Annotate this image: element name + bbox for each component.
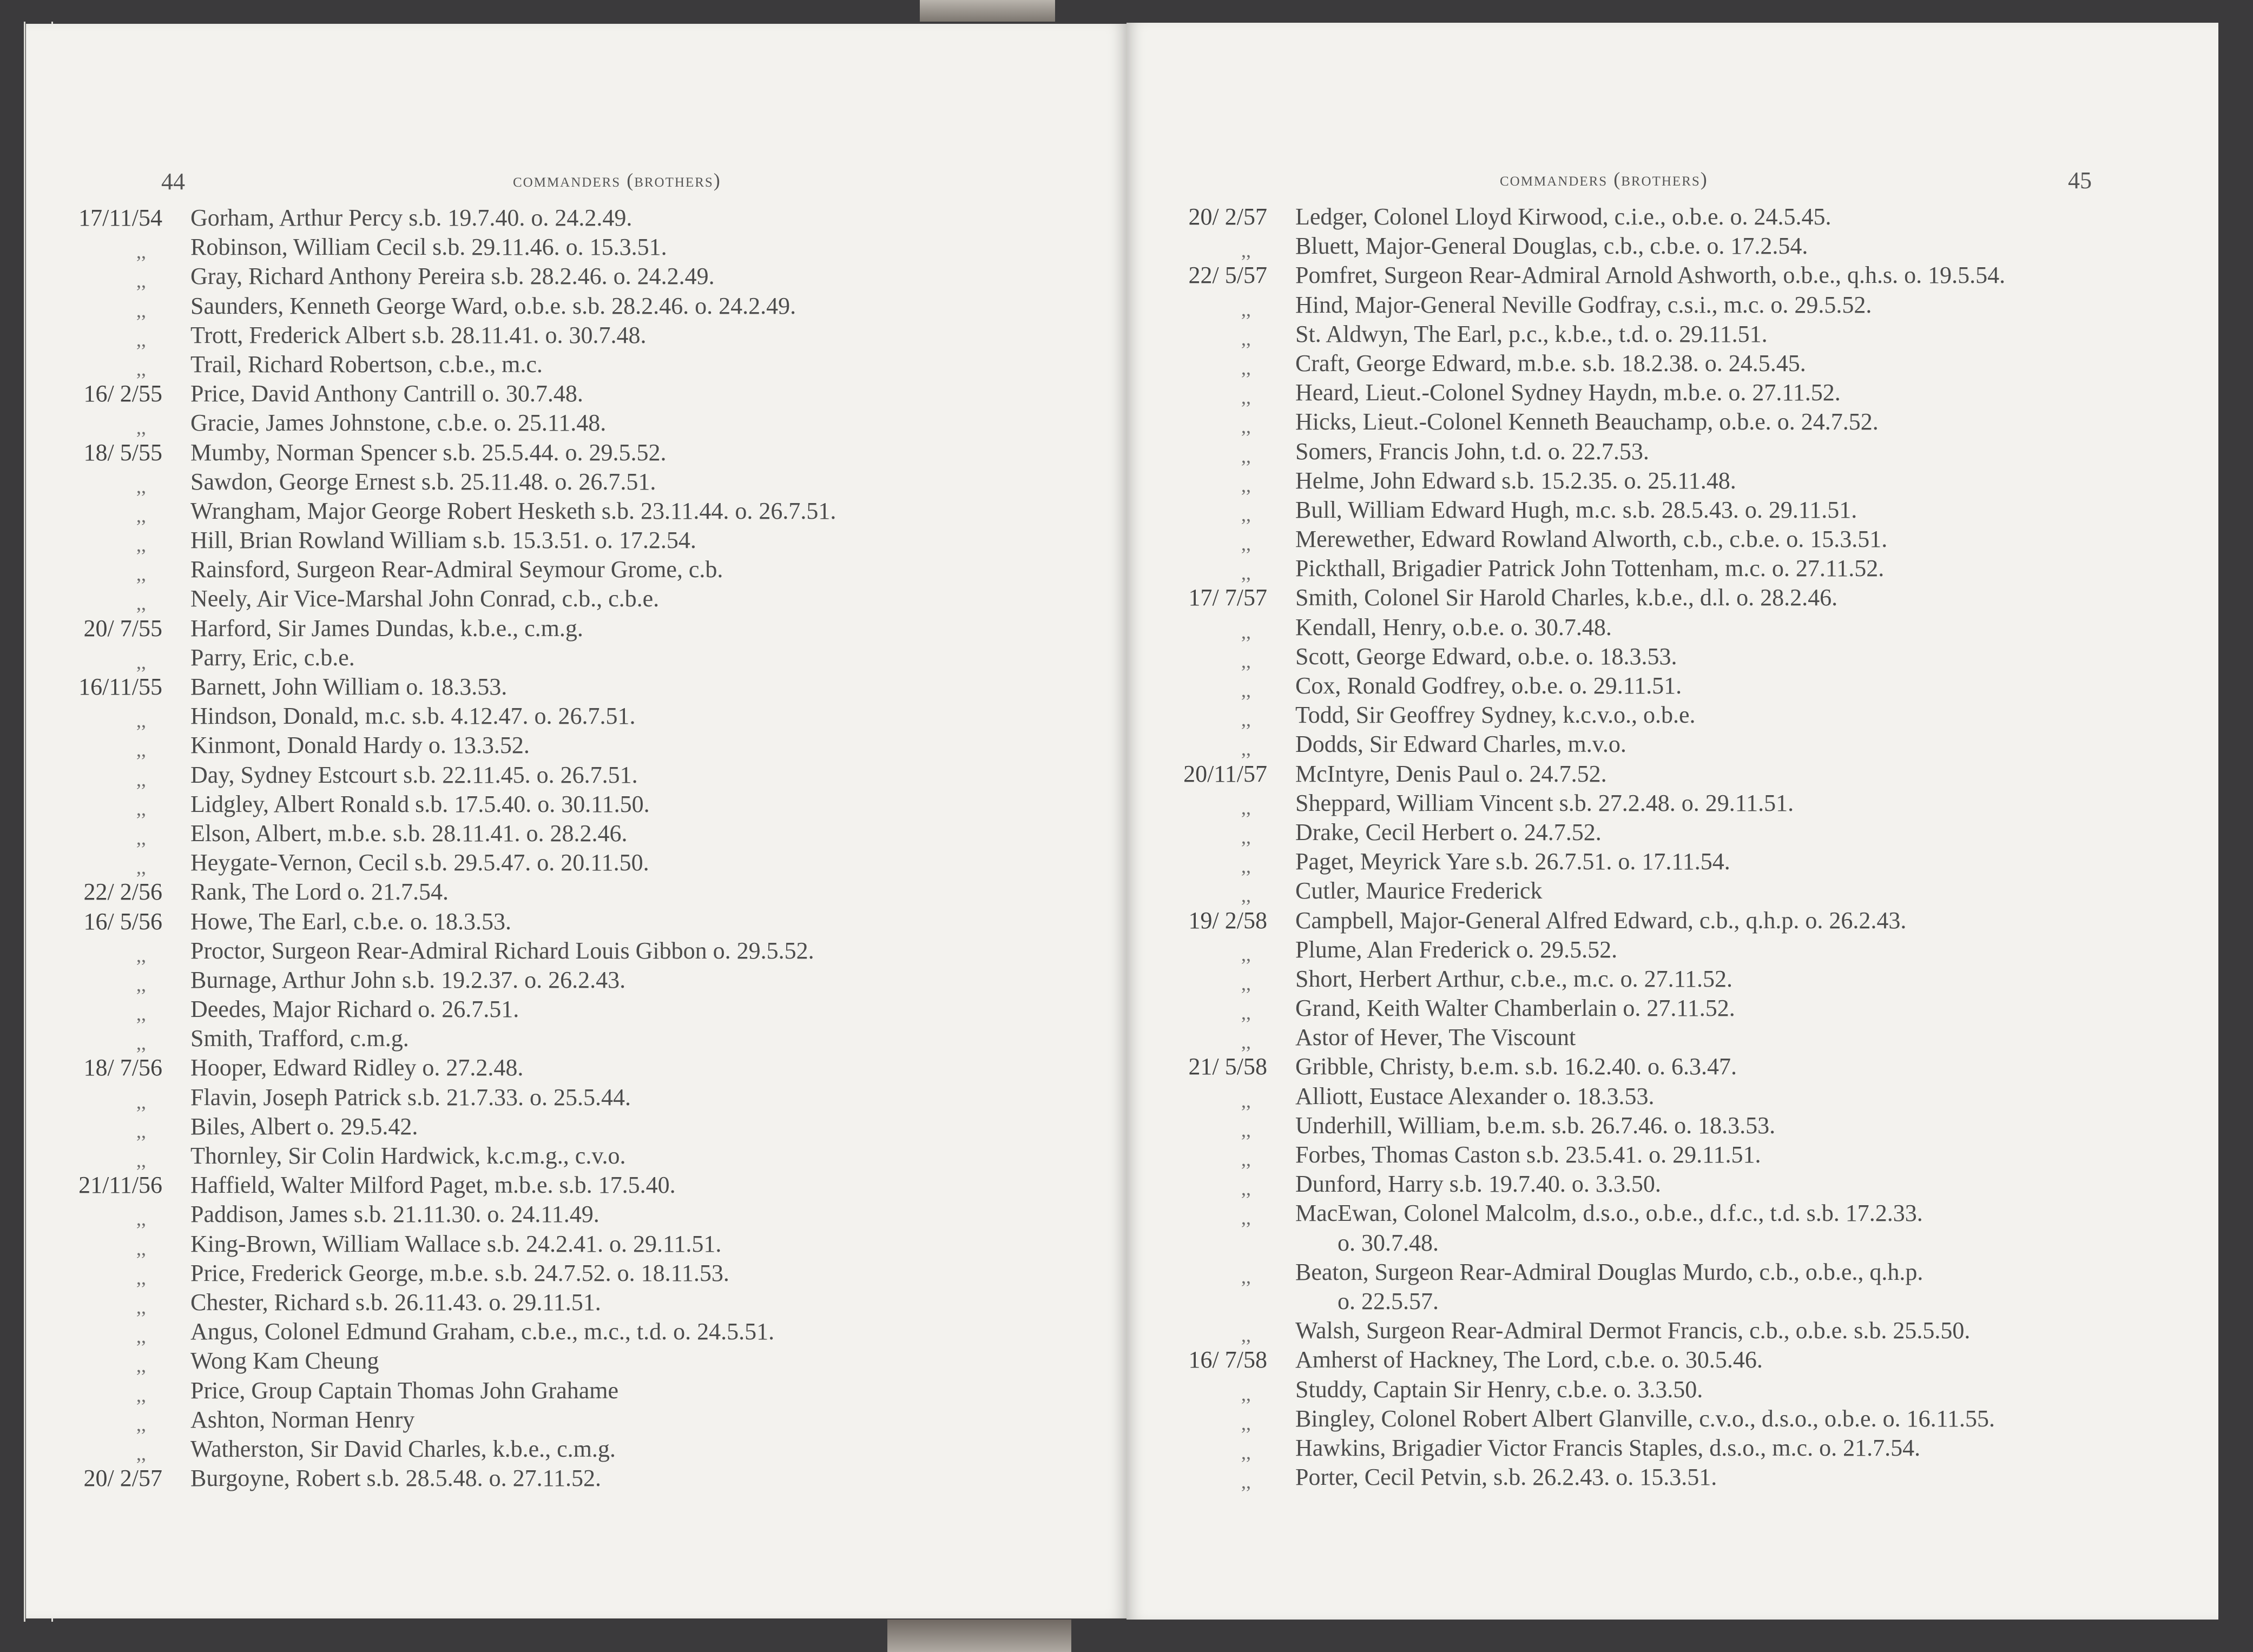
member-entry: Parry, Eric, c.b.e.	[190, 644, 355, 671]
ditto-mark: ,,	[136, 299, 146, 321]
election-date: 16/ 7/58	[1188, 1346, 1267, 1373]
member-entry: Haffield, Walter Milford Paget, m.b.e. s.b. 17.5.40.	[190, 1172, 676, 1199]
ditto-mark: ,,	[1241, 445, 1251, 467]
page-number: 45	[2068, 167, 2092, 194]
member-entry: Hindson, Donald, m.c. s.b. 4.12.47. o. 26.7.51.	[190, 703, 636, 730]
election-date: 20/ 2/57	[1188, 203, 1267, 230]
ditto-mark: ,,	[1241, 709, 1251, 731]
member-entry: Wrangham, Major George Robert Hesketh s.b. 23.11.44. o. 26.7.51.	[190, 497, 836, 524]
election-date: 22/ 2/56	[83, 878, 162, 906]
ditto-mark: ,,	[136, 973, 146, 995]
member-entry: Plume, Alan Frederick o. 29.5.52.	[1295, 936, 1618, 963]
member-entry: Thornley, Sir Colin Hardwick, k.c.m.g., c.v.o.	[190, 1142, 626, 1169]
member-entry: Gray, Richard Anthony Pereira s.b. 28.2.46. o. 24.2.49.	[190, 263, 715, 290]
ditto-mark: ,,	[1241, 884, 1251, 907]
ditto-mark: ,,	[136, 1442, 146, 1464]
member-entry: Gracie, James Johnstone, c.b.e. o. 25.11.48.	[190, 409, 607, 437]
election-date: 20/11/57	[1183, 760, 1267, 787]
member-entry: Campbell, Major-General Alfred Edward, c.b., q.h.p. o. 26.2.43.	[1295, 907, 1907, 934]
member-entry: Forbes, Thomas Caston s.b. 23.5.41. o. 29.11.51.	[1295, 1141, 1761, 1168]
member-entry: Studdy, Captain Sir Henry, c.b.e. o. 3.3.50.	[1295, 1376, 1703, 1403]
member-entry: Harford, Sir James Dundas, k.b.e., c.m.g.	[190, 614, 583, 642]
ditto-mark: ,,	[1241, 1412, 1251, 1434]
ditto-mark: ,,	[1241, 533, 1251, 555]
member-entry: Dodds, Sir Edward Charles, m.v.o.	[1295, 731, 1626, 758]
member-entry: Craft, George Edward, m.b.e. s.b. 18.2.38. o. 24.5.45.	[1295, 349, 1806, 376]
ditto-mark: ,,	[1241, 1178, 1251, 1200]
ditto-mark: ,,	[136, 358, 146, 380]
ditto-mark: ,,	[1241, 386, 1251, 408]
member-entry: Ashton, Norman Henry	[190, 1406, 415, 1433]
ditto-mark: ,,	[1241, 650, 1251, 672]
ditto-mark: ,,	[1241, 1119, 1251, 1141]
member-entry: Barnett, John William o. 18.3.53.	[190, 673, 508, 700]
ditto-mark: ,,	[1241, 1324, 1251, 1346]
ditto-mark: ,,	[1241, 474, 1251, 496]
member-entry: Watherston, Sir David Charles, k.b.e., c.m.g.	[190, 1435, 616, 1462]
ditto-mark: ,,	[1241, 1002, 1251, 1024]
member-entry: Alliott, Eustace Alexander o. 18.3.53.	[1295, 1082, 1655, 1109]
election-date: 18/ 7/56	[83, 1054, 162, 1081]
ditto-mark: ,,	[136, 475, 146, 497]
member-entry: Dunford, Harry s.b. 19.7.40. o. 3.3.50.	[1295, 1171, 1661, 1198]
ditto-mark: ,,	[136, 417, 146, 439]
member-entry: Deedes, Major Richard o. 26.7.51.	[190, 996, 519, 1023]
member-entry: Merewether, Edward Rowland Alworth, c.b., c.b.e. o. 15.3.51.	[1295, 526, 1888, 553]
election-date: 16/ 5/56	[83, 908, 162, 935]
election-date: 16/11/55	[78, 673, 162, 700]
ditto-mark: ,,	[1241, 855, 1251, 877]
ditto-mark: ,,	[136, 827, 146, 849]
member-entry: Amherst of Hackney, The Lord, c.b.e. o. 30.5.46.	[1295, 1346, 1763, 1373]
member-entry: Elson, Albert, m.b.e. s.b. 28.11.41. o. 28.2.46.	[190, 820, 628, 847]
ditto-mark: ,,	[1241, 327, 1251, 349]
election-date: 20/ 2/57	[83, 1465, 162, 1492]
ditto-mark: ,,	[1241, 1207, 1251, 1229]
member-entry: Hooper, Edward Ridley o. 27.2.48.	[190, 1054, 524, 1081]
entry-continuation: o. 30.7.48.	[1338, 1229, 1439, 1256]
member-entry: Hill, Brian Rowland William s.b. 15.3.51. o. 17.2.54.	[190, 527, 696, 554]
member-entry: Astor of Hever, The Viscount	[1295, 1024, 1576, 1051]
member-entry: Hind, Major-General Neville Godfray, c.s.i., m.c. o. 29.5.52.	[1295, 291, 1872, 318]
entry-continuation: o. 22.5.57.	[1338, 1287, 1439, 1314]
ditto-mark: ,,	[1241, 679, 1251, 701]
member-entry: Short, Herbert Arthur, c.b.e., m.c. o. 27.11.52.	[1295, 965, 1733, 992]
member-entry: Walsh, Surgeon Rear-Admiral Dermot Francis, c.b., o.b.e. s.b. 25.5.50.	[1295, 1317, 1971, 1344]
member-entry: Price, Frederick George, m.b.e. s.b. 24.7.52. o. 18.11.53.	[190, 1259, 729, 1286]
member-entry: Porter, Cecil Petvin, s.b. 26.2.43. o. 15.3.51.	[1295, 1464, 1717, 1491]
member-entry: Neely, Air Vice-Marshal John Conrad, c.b., c.b.e.	[190, 585, 660, 612]
member-entry: Howe, The Earl, c.b.e. o. 18.3.53.	[190, 908, 512, 935]
member-entry: Heygate-Vernon, Cecil s.b. 29.5.47. o. 20.11.50.	[190, 849, 649, 876]
ditto-mark: ,,	[1241, 1383, 1251, 1405]
member-entry: Pomfret, Surgeon Rear-Admiral Arnold Ashworth, o.b.e., q.h.s. o. 19.5.54.	[1295, 262, 2006, 289]
ditto-mark: ,,	[1241, 503, 1251, 525]
election-date: 17/11/54	[78, 204, 162, 231]
election-date: 17/ 7/57	[1188, 584, 1267, 611]
ditto-mark: ,,	[136, 1296, 146, 1318]
member-entry: Price, David Anthony Cantrill o. 30.7.48.	[190, 380, 583, 407]
ditto-mark: ,,	[136, 768, 146, 790]
member-entry: Bluett, Major-General Douglas, c.b., c.b.e. o. 17.2.54.	[1295, 233, 1808, 260]
ditto-mark: ,,	[136, 710, 146, 732]
member-entry: Smith, Trafford, c.m.g.	[190, 1025, 409, 1052]
member-entry: Wong Kam Cheung	[190, 1347, 379, 1375]
ditto-mark: ,,	[136, 1120, 146, 1142]
member-entry: McIntyre, Denis Paul o. 24.7.52.	[1295, 760, 1607, 787]
ditto-mark: ,,	[1241, 620, 1251, 643]
ditto-mark: ,,	[136, 504, 146, 526]
ditto-mark: ,,	[136, 534, 146, 556]
ditto-mark: ,,	[136, 1237, 146, 1259]
member-entry: Smith, Colonel Sir Harold Charles, k.b.e., d.l. o. 28.2.46.	[1295, 584, 1838, 611]
member-entry: Gorham, Arthur Percy s.b. 19.7.40. o. 24.2.49.	[190, 204, 633, 231]
ditto-mark: ,,	[136, 739, 146, 761]
page-number: 44	[161, 168, 185, 195]
right-page	[1126, 23, 2218, 1620]
member-entry: Biles, Albert o. 29.5.42.	[190, 1113, 418, 1140]
ditto-mark: ,,	[1241, 415, 1251, 438]
running-head: commanders (brothers)	[1500, 168, 1708, 190]
election-date: 22/ 5/57	[1188, 262, 1267, 289]
ditto-mark: ,,	[1241, 796, 1251, 818]
member-entry: Underhill, William, b.e.m. s.b. 26.7.46. o. 18.3.53.	[1295, 1112, 1776, 1139]
ditto-mark: ,,	[136, 1149, 146, 1171]
ditto-mark: ,,	[136, 328, 146, 351]
ditto-mark: ,,	[1241, 562, 1251, 584]
member-entry: Cox, Ronald Godfrey, o.b.e. o. 29.11.51.	[1295, 672, 1682, 699]
member-entry: Chester, Richard s.b. 26.11.43. o. 29.11.51.	[190, 1288, 601, 1316]
running-head: commanders (brothers)	[513, 169, 721, 191]
ditto-mark: ,,	[1241, 738, 1251, 760]
ditto-mark: ,,	[1241, 1148, 1251, 1170]
ditto-mark: ,,	[1241, 943, 1251, 965]
member-entry: Saunders, Kenneth George Ward, o.b.e. s.b. 28.2.46. o. 24.2.49.	[190, 292, 796, 319]
ditto-mark: ,,	[1241, 1441, 1251, 1463]
ditto-mark: ,,	[136, 1003, 146, 1025]
ditto-mark: ,,	[136, 241, 146, 263]
member-entry: Gribble, Christy, b.e.m. s.b. 16.2.40. o. 6.3.47.	[1295, 1053, 1737, 1080]
member-entry: Somers, Francis John, t.d. o. 22.7.53.	[1295, 438, 1649, 465]
ditto-mark: ,,	[1241, 356, 1251, 379]
ditto-mark: ,,	[136, 1091, 146, 1113]
member-entry: Pickthall, Brigadier Patrick John Tottenham, m.c. o. 27.11.52.	[1295, 555, 1885, 582]
member-entry: Bull, William Edward Hugh, m.c. s.b. 28.5.43. o. 29.11.51.	[1295, 496, 1857, 523]
ditto-mark: ,,	[136, 856, 146, 878]
ditto-mark: ,,	[136, 1032, 146, 1054]
member-entry: Lidgley, Albert Ronald s.b. 17.5.40. o. 30.11.50.	[190, 790, 650, 817]
member-entry: Burnage, Arthur John s.b. 19.2.37. o. 26.2.43.	[190, 966, 626, 993]
member-entry: King-Brown, William Wallace s.b. 24.2.41. o. 29.11.51.	[190, 1230, 722, 1257]
ditto-mark: ,,	[1241, 1089, 1251, 1112]
member-entry: Rank, The Lord o. 21.7.54.	[190, 878, 449, 906]
ditto-mark: ,,	[1241, 1471, 1251, 1493]
member-entry: Day, Sydney Estcourt s.b. 22.11.45. o. 26.7.51.	[190, 761, 638, 788]
binding-top	[920, 0, 1055, 22]
left-page	[26, 24, 1126, 1618]
member-entry: Helme, John Edward s.b. 15.2.35. o. 25.11.48.	[1295, 467, 1736, 494]
member-entry: Cutler, Maurice Frederick	[1295, 877, 1543, 904]
ditto-mark: ,,	[136, 563, 146, 585]
member-entry: Sawdon, George Ernest s.b. 25.11.48. o. 26.7.51.	[190, 468, 656, 495]
member-entry: MacEwan, Colonel Malcolm, d.s.o., o.b.e., d.f.c., t.d. s.b. 17.2.33.	[1295, 1200, 1923, 1227]
member-entry: Drake, Cecil Herbert o. 24.7.52.	[1295, 818, 1602, 845]
ditto-mark: ,,	[136, 1413, 146, 1435]
member-entry: Angus, Colonel Edmund Graham, c.b.e., m.c., t.d. o. 24.5.51.	[190, 1318, 775, 1345]
member-entry: Sheppard, William Vincent s.b. 27.2.48. o. 29.11.51.	[1295, 789, 1794, 816]
member-entry: Paddison, James s.b. 21.11.30. o. 24.11.49.	[190, 1201, 600, 1228]
ditto-mark: ,,	[136, 1384, 146, 1406]
ditto-mark: ,,	[136, 944, 146, 966]
member-entry: Scott, George Edward, o.b.e. o. 18.3.53.	[1295, 643, 1677, 670]
member-entry: Todd, Sir Geoffrey Sydney, k.c.v.o., o.b.e.	[1295, 702, 1696, 729]
election-date: 21/ 5/58	[1188, 1053, 1267, 1080]
member-entry: Grand, Keith Walter Chamberlain o. 27.11.52.	[1295, 995, 1735, 1022]
ditto-mark: ,,	[1241, 1031, 1251, 1053]
ditto-mark: ,,	[136, 651, 146, 673]
member-entry: Hawkins, Brigadier Victor Francis Staples, d.s.o., m.c. o. 21.7.54.	[1295, 1434, 1921, 1461]
member-entry: Hicks, Lieut.-Colonel Kenneth Beauchamp, o.b.e. o. 24.7.52.	[1295, 408, 1879, 435]
ditto-mark: ,,	[136, 1354, 146, 1377]
ditto-mark: ,,	[136, 1325, 146, 1347]
member-entry: Proctor, Surgeon Rear-Admiral Richard Louis Gibbon o. 29.5.52.	[190, 937, 814, 964]
ditto-mark: ,,	[136, 1266, 146, 1288]
member-entry: Burgoyne, Robert s.b. 28.5.48. o. 27.11.52.	[190, 1465, 601, 1492]
ditto-mark: ,,	[136, 592, 146, 614]
member-entry: Rainsford, Surgeon Rear-Admiral Seymour Grome, c.b.	[190, 556, 723, 583]
ditto-mark: ,,	[136, 1208, 146, 1230]
member-entry: Mumby, Norman Spencer s.b. 25.5.44. o. 29.5.52.	[190, 439, 667, 466]
member-entry: St. Aldwyn, The Earl, p.c., k.b.e., t.d. o. 29.11.51.	[1295, 320, 1768, 347]
ditto-mark: ,,	[1241, 298, 1251, 320]
member-entry: Bingley, Colonel Robert Albert Glanville, c.v.o., d.s.o., o.b.e. o. 16.11.55.	[1295, 1405, 1995, 1432]
member-entry: Kendall, Henry, o.b.e. o. 30.7.48.	[1295, 613, 1612, 640]
member-entry: Beaton, Surgeon Rear-Admiral Douglas Murdo, c.b., o.b.e., q.h.p.	[1295, 1258, 1923, 1285]
election-date: 19/ 2/58	[1188, 907, 1267, 934]
election-date: 21/11/56	[78, 1172, 162, 1199]
binding-bottom	[887, 1620, 1071, 1652]
member-entry: Trail, Richard Robertson, c.b.e., m.c.	[190, 351, 543, 378]
ditto-mark: ,,	[1241, 972, 1251, 994]
ditto-mark: ,,	[136, 270, 146, 292]
member-entry: Trott, Frederick Albert s.b. 28.11.41. o. 30.7.48.	[190, 321, 647, 348]
member-entry: Heard, Lieut.-Colonel Sydney Haydn, m.b.e. o. 27.11.52.	[1295, 379, 1841, 406]
ditto-mark: ,,	[1241, 825, 1251, 848]
member-entry: Price, Group Captain Thomas John Grahame	[190, 1377, 619, 1404]
ditto-mark: ,,	[136, 797, 146, 820]
member-entry: Paget, Meyrick Yare s.b. 26.7.51. o. 17.11.54.	[1295, 848, 1730, 875]
ditto-mark: ,,	[1241, 240, 1251, 262]
member-entry: Flavin, Joseph Patrick s.b. 21.7.33. o. 25.5.44.	[190, 1083, 631, 1111]
member-entry: Robinson, William Cecil s.b. 29.11.46. o. 15.3.51.	[190, 234, 667, 261]
member-entry: Ledger, Colonel Lloyd Kirwood, c.i.e., o.b.e. o. 24.5.45.	[1295, 203, 1832, 230]
election-date: 18/ 5/55	[83, 439, 162, 466]
member-entry: Kinmont, Donald Hardy o. 13.3.52.	[190, 732, 530, 759]
election-date: 16/ 2/55	[83, 380, 162, 407]
election-date: 20/ 7/55	[83, 614, 162, 642]
ditto-mark: ,,	[1241, 1265, 1251, 1287]
